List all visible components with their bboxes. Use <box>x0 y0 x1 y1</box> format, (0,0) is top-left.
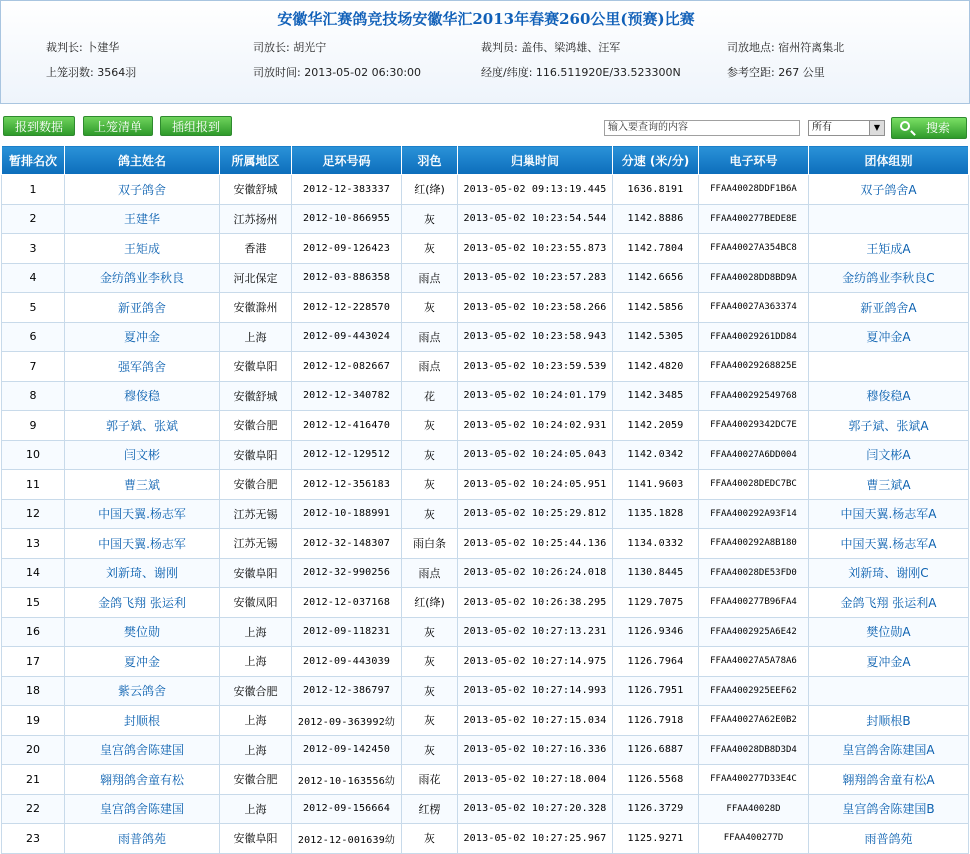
rank-cell: 16 <box>2 617 65 647</box>
ring-cell: 2012-12-383337 <box>292 175 402 205</box>
team-link[interactable]: 封顺根B <box>809 706 969 736</box>
team-link[interactable]: 中国天翼.杨志军A <box>809 529 969 559</box>
rank-cell: 23 <box>2 824 65 854</box>
table-row <box>2 647 969 677</box>
owner-link[interactable]: 封顺根 <box>65 706 220 736</box>
chip-cell: FFAA40028DDF1B6A <box>699 175 809 205</box>
table-row <box>2 411 969 441</box>
color-cell: 灰 <box>402 676 458 706</box>
team-link[interactable]: 穆俊稳A <box>809 381 969 411</box>
ring-cell: 2012-12-037168 <box>292 588 402 618</box>
chip-cell: FFAA40029342DC7E <box>699 411 809 441</box>
coordinates: 经度/纬度: 116.511920E/33.523300N <box>481 66 681 79</box>
speed-cell: 1142.2059 <box>613 411 699 441</box>
arrival-cell: 2013-05-02 10:24:05.043 <box>458 440 613 470</box>
table-row <box>2 706 969 736</box>
color-cell: 雨点 <box>402 322 458 352</box>
table-row <box>2 204 969 234</box>
color-cell: 红(绛) <box>402 588 458 618</box>
chip-cell: FFAA40029261DD84 <box>699 322 809 352</box>
owner-link[interactable]: 双子鸽舍 <box>65 175 220 205</box>
team-link[interactable]: 闫文彬A <box>809 440 969 470</box>
color-cell: 花 <box>402 381 458 411</box>
ring-cell: 2012-09-443039 <box>292 647 402 677</box>
rank-cell: 19 <box>2 706 65 736</box>
team-link[interactable]: 刘新琦、谢刚C <box>809 558 969 588</box>
chip-cell: FFAA40027A354BC8 <box>699 234 809 264</box>
chip-cell: FFAA400277BEDE8E <box>699 204 809 234</box>
chip-cell: FFAA400292A93F14 <box>699 499 809 529</box>
owner-link[interactable]: 紫云鸽舍 <box>65 676 220 706</box>
ring-cell: 2012-03-886358 <box>292 263 402 293</box>
owner-link[interactable]: 强军鸽舍 <box>65 352 220 382</box>
speed-cell: 1129.7075 <box>613 588 699 618</box>
speed-cell: 1142.6656 <box>613 263 699 293</box>
scope-value: 所有 <box>812 122 832 133</box>
color-cell: 灰 <box>402 411 458 441</box>
team-link[interactable]: 金纺鸽业李秋良C <box>809 263 969 293</box>
team-link[interactable]: 樊位勋A <box>809 617 969 647</box>
region-cell: 上海 <box>220 617 292 647</box>
owner-link[interactable]: 夏冲金 <box>65 322 220 352</box>
speed-cell: 1142.5856 <box>613 293 699 323</box>
color-cell: 红楞 <box>402 794 458 824</box>
chip-cell: FFAA40027A62E0B2 <box>699 706 809 736</box>
table-row <box>2 293 969 323</box>
table-row <box>2 352 969 382</box>
table-row <box>2 765 969 795</box>
speed-cell: 1126.6887 <box>613 735 699 765</box>
team-link[interactable]: 皇宫鸽舍陈建国B <box>809 794 969 824</box>
rank-cell: 18 <box>2 676 65 706</box>
chip-cell: FFAA400277D33E4C <box>699 765 809 795</box>
page-title: 安徽华汇赛鸽竞技场安徽华汇2013年春赛260公里(预赛)比赛 <box>277 10 695 28</box>
rank-cell: 21 <box>2 765 65 795</box>
owner-link[interactable]: 雨普鸽苑 <box>65 824 220 854</box>
scope-select[interactable] <box>808 120 885 136</box>
table-row <box>2 824 969 854</box>
rank-cell: 5 <box>2 293 65 323</box>
team-link[interactable]: 夏冲金A <box>809 647 969 677</box>
table-row <box>2 175 969 205</box>
team-link[interactable]: 金鸽飞翔 张运利A <box>809 588 969 618</box>
rank-cell: 15 <box>2 588 65 618</box>
rank-cell: 7 <box>2 352 65 382</box>
speed-cell: 1126.3729 <box>613 794 699 824</box>
search-icon <box>900 121 910 131</box>
table-row <box>2 470 969 500</box>
arrival-cell: 2013-05-02 10:23:54.544 <box>458 204 613 234</box>
arrival-cell: 2013-05-02 10:23:58.943 <box>458 322 613 352</box>
region-cell: 安徽阜阳 <box>220 352 292 382</box>
region-cell: 安徽合肥 <box>220 765 292 795</box>
speed-cell: 1636.8191 <box>613 175 699 205</box>
chip-cell: FFAA400292A8B180 <box>699 529 809 559</box>
rank-cell: 8 <box>2 381 65 411</box>
chip-cell: FFAA40028DD8BD9A <box>699 263 809 293</box>
team-link[interactable]: 王矩成A <box>809 234 969 264</box>
rank-cell: 11 <box>2 470 65 500</box>
rank-cell: 14 <box>2 558 65 588</box>
speed-cell: 1141.9603 <box>613 470 699 500</box>
search-button-label: 搜索 <box>926 121 951 135</box>
reference-distance: 参考空距: 267 公里 <box>727 66 825 79</box>
color-cell: 灰 <box>402 470 458 500</box>
region-cell: 安徽阜阳 <box>220 440 292 470</box>
owner-link[interactable]: 曹三斌 <box>65 470 220 500</box>
group-report-button[interactable]: 插组报到 <box>160 116 232 136</box>
ring-cell: 2012-12-228570 <box>292 293 402 323</box>
region-cell: 江苏扬州 <box>220 204 292 234</box>
owner-link[interactable]: 夏冲金 <box>65 647 220 677</box>
arrival-cell: 2013-05-02 10:27:13.231 <box>458 617 613 647</box>
arrival-cell: 2013-05-02 10:24:02.931 <box>458 411 613 441</box>
arrival-cell: 2013-05-02 10:27:18.004 <box>458 765 613 795</box>
chip-cell: FFAA4002925A6E42 <box>699 617 809 647</box>
team-link[interactable]: 曹三斌A <box>809 470 969 500</box>
rank-cell: 6 <box>2 322 65 352</box>
team-link[interactable] <box>809 204 969 234</box>
region-cell: 安徽合肥 <box>220 470 292 500</box>
color-cell: 红(绛) <box>402 175 458 205</box>
ring-cell: 2012-12-416470 <box>292 411 402 441</box>
search-button[interactable] <box>891 117 967 139</box>
owner-link[interactable]: 王建华 <box>65 204 220 234</box>
arrival-cell: 2013-05-02 10:24:01.179 <box>458 381 613 411</box>
chip-cell: FFAA40027A363374 <box>699 293 809 323</box>
arrival-cell: 2013-05-02 10:23:59.539 <box>458 352 613 382</box>
arrival-cell: 2013-05-02 10:25:29.812 <box>458 499 613 529</box>
region-cell: 安徽合肥 <box>220 411 292 441</box>
ring-cell: 2012-10-188991 <box>292 499 402 529</box>
speed-cell: 1126.7918 <box>613 706 699 736</box>
region-cell: 安徽舒城 <box>220 381 292 411</box>
chief-referee: 裁判长: 卜建华 <box>46 41 120 54</box>
color-cell: 灰 <box>402 440 458 470</box>
speed-cell: 1142.0342 <box>613 440 699 470</box>
speed-cell: 1142.8886 <box>613 204 699 234</box>
arrival-cell: 2013-05-02 10:27:15.034 <box>458 706 613 736</box>
region-cell: 上海 <box>220 322 292 352</box>
ring-cell: 2012-09-443024 <box>292 322 402 352</box>
speed-cell: 1130.8445 <box>613 558 699 588</box>
table-row <box>2 440 969 470</box>
team-link[interactable] <box>809 676 969 706</box>
speed-cell: 1135.1828 <box>613 499 699 529</box>
speed-cell: 1125.9271 <box>613 824 699 854</box>
speed-cell: 1126.7951 <box>613 676 699 706</box>
ring-cell: 2012-10-163556幼 <box>292 765 402 795</box>
referees: 裁判员: 盖伟、梁鸿雄、汪军 <box>481 41 621 54</box>
owner-link[interactable]: 中国天翼.杨志军 <box>65 529 220 559</box>
results-table <box>1 145 969 854</box>
owner-link[interactable]: 皇宫鸽舍陈建国 <box>65 794 220 824</box>
rank-cell: 4 <box>2 263 65 293</box>
color-cell: 灰 <box>402 647 458 677</box>
owner-link[interactable]: 樊位勋 <box>65 617 220 647</box>
ring-cell: 2012-09-156664 <box>292 794 402 824</box>
col-region[interactable]: 所属地区 <box>220 146 292 175</box>
color-cell: 灰 <box>402 204 458 234</box>
region-cell: 香港 <box>220 234 292 264</box>
arrival-cell: 2013-05-02 10:26:24.018 <box>458 558 613 588</box>
table-row <box>2 676 969 706</box>
color-cell: 灰 <box>402 824 458 854</box>
color-cell: 雨点 <box>402 558 458 588</box>
region-cell: 上海 <box>220 706 292 736</box>
ring-cell: 2012-32-990256 <box>292 558 402 588</box>
color-cell: 灰 <box>402 293 458 323</box>
speed-cell: 1142.5305 <box>613 322 699 352</box>
color-cell: 灰 <box>402 617 458 647</box>
speed-cell: 1126.7964 <box>613 647 699 677</box>
region-cell: 安徽凤阳 <box>220 588 292 618</box>
toolbar <box>0 112 970 142</box>
rank-cell: 20 <box>2 735 65 765</box>
chip-cell: FFAA400277D <box>699 824 809 854</box>
region-cell: 安徽滁州 <box>220 293 292 323</box>
release-chief: 司放长: 胡光宁 <box>253 41 327 54</box>
arrival-cell: 2013-05-02 10:26:38.295 <box>458 588 613 618</box>
owner-link[interactable]: 闫文彬 <box>65 440 220 470</box>
col-rank[interactable]: 暂排名次 <box>2 146 65 175</box>
ring-cell: 2012-12-129512 <box>292 440 402 470</box>
team-link[interactable]: 夏冲金A <box>809 322 969 352</box>
table-row <box>2 617 969 647</box>
rank-cell: 10 <box>2 440 65 470</box>
col-chip[interactable]: 电子环号 <box>699 146 809 175</box>
chip-cell: FFAA4002925EEF62 <box>699 676 809 706</box>
region-cell: 江苏无锡 <box>220 499 292 529</box>
table-row <box>2 263 969 293</box>
table-row <box>2 735 969 765</box>
col-color[interactable]: 羽色 <box>402 146 458 175</box>
ring-cell: 2012-09-142450 <box>292 735 402 765</box>
basket-list-button[interactable]: 上笼清单 <box>83 116 153 136</box>
color-cell: 雨点 <box>402 263 458 293</box>
arrival-cell: 2013-05-02 09:13:19.445 <box>458 175 613 205</box>
owner-link[interactable]: 翱翔鸽舍童有松 <box>65 765 220 795</box>
release-time: 司放时间: 2013-05-02 06:30:00 <box>253 66 422 79</box>
team-link[interactable]: 雨普鸽苑 <box>809 824 969 854</box>
speed-cell: 1142.4820 <box>613 352 699 382</box>
owner-link[interactable]: 金纺鸽业李秋良 <box>65 263 220 293</box>
ring-cell: 2012-12-340782 <box>292 381 402 411</box>
speed-cell: 1142.3485 <box>613 381 699 411</box>
ring-cell: 2012-09-118231 <box>292 617 402 647</box>
team-link[interactable]: 翱翔鸽舍童有松A <box>809 765 969 795</box>
region-cell: 江苏无锡 <box>220 529 292 559</box>
col-owner[interactable]: 鸽主姓名 <box>65 146 220 175</box>
table-row <box>2 322 969 352</box>
arrival-cell: 2013-05-02 10:23:58.266 <box>458 293 613 323</box>
chip-cell: FFAA400292549768 <box>699 381 809 411</box>
team-link[interactable]: 新亚鸽舍A <box>809 293 969 323</box>
owner-link[interactable]: 金鸽飞翔 张运利 <box>65 588 220 618</box>
table-row <box>2 588 969 618</box>
owner-link[interactable]: 刘新琦、谢刚 <box>65 558 220 588</box>
owner-link[interactable]: 穆俊稳 <box>65 381 220 411</box>
table-header-row <box>2 146 969 175</box>
arrival-cell: 2013-05-02 10:25:44.136 <box>458 529 613 559</box>
chip-cell: FFAA40028D <box>699 794 809 824</box>
region-cell: 安徽合肥 <box>220 676 292 706</box>
owner-link[interactable]: 郭子斌、张斌 <box>65 411 220 441</box>
speed-cell: 1126.5568 <box>613 765 699 795</box>
table-row <box>2 381 969 411</box>
ring-cell: 2012-09-363992幼 <box>292 706 402 736</box>
color-cell: 雨白条 <box>402 529 458 559</box>
chevron-down-icon[interactable]: ▼ <box>869 121 884 135</box>
team-link[interactable]: 中国天翼.杨志军A <box>809 499 969 529</box>
rank-cell: 13 <box>2 529 65 559</box>
table-row <box>2 558 969 588</box>
ring-cell: 2012-12-082667 <box>292 352 402 382</box>
owner-link[interactable]: 新亚鸽舍 <box>65 293 220 323</box>
chip-cell: FFAA40029268825E <box>699 352 809 382</box>
color-cell: 灰 <box>402 735 458 765</box>
chip-cell: FFAA400277B96FA4 <box>699 588 809 618</box>
rank-cell: 22 <box>2 794 65 824</box>
table-body <box>2 175 969 854</box>
owner-link[interactable]: 王矩成 <box>65 234 220 264</box>
region-cell: 安徽阜阳 <box>220 558 292 588</box>
arrival-cell: 2013-05-02 10:27:14.993 <box>458 676 613 706</box>
region-cell: 安徽舒城 <box>220 175 292 205</box>
pigeon-count: 上笼羽数: 3564羽 <box>46 66 137 79</box>
ring-cell: 2012-32-148307 <box>292 529 402 559</box>
color-cell: 灰 <box>402 499 458 529</box>
speed-cell: 1134.0332 <box>613 529 699 559</box>
col-speed[interactable]: 分速 (米/分) <box>613 146 699 175</box>
color-cell: 灰 <box>402 706 458 736</box>
rank-cell: 1 <box>2 175 65 205</box>
arrival-cell: 2013-05-02 10:27:16.336 <box>458 735 613 765</box>
table-row <box>2 499 969 529</box>
table-row <box>2 529 969 559</box>
owner-link[interactable]: 中国天翼.杨志军 <box>65 499 220 529</box>
team-link[interactable]: 双子鸽舍A <box>809 175 969 205</box>
team-link[interactable] <box>809 352 969 382</box>
release-location: 司放地点: 宿州符离集北 <box>727 41 845 54</box>
rank-cell: 2 <box>2 204 65 234</box>
color-cell: 灰 <box>402 234 458 264</box>
chip-cell: FFAA40028DE53FD0 <box>699 558 809 588</box>
arrival-cell: 2013-05-02 10:27:20.328 <box>458 794 613 824</box>
chip-cell: FFAA40027A5A78A6 <box>699 647 809 677</box>
team-link[interactable]: 郭子斌、张斌A <box>809 411 969 441</box>
ring-cell: 2012-12-001639幼 <box>292 824 402 854</box>
arrival-cell: 2013-05-02 10:24:05.951 <box>458 470 613 500</box>
speed-cell: 1142.7804 <box>613 234 699 264</box>
arrival-cell: 2013-05-02 10:23:57.283 <box>458 263 613 293</box>
rank-cell: 17 <box>2 647 65 677</box>
team-link[interactable]: 皇宫鸽舍陈建国A <box>809 735 969 765</box>
region-cell: 上海 <box>220 735 292 765</box>
chip-cell: FFAA40027A6DD004 <box>699 440 809 470</box>
arrival-cell: 2013-05-02 10:27:14.975 <box>458 647 613 677</box>
chip-cell: FFAA40028DB8D3D4 <box>699 735 809 765</box>
ring-cell: 2012-12-386797 <box>292 676 402 706</box>
col-arrival[interactable]: 归巢时间 <box>458 146 613 175</box>
color-cell: 雨花 <box>402 765 458 795</box>
region-cell: 河北保定 <box>220 263 292 293</box>
search-input[interactable]: 输入要查询的内容 <box>604 120 800 136</box>
col-ring[interactable]: 足环号码 <box>292 146 402 175</box>
rank-cell: 3 <box>2 234 65 264</box>
region-cell: 上海 <box>220 647 292 677</box>
color-cell: 雨点 <box>402 352 458 382</box>
race-info-header <box>0 0 970 104</box>
arrival-cell: 2013-05-02 10:23:55.873 <box>458 234 613 264</box>
table-row <box>2 794 969 824</box>
ring-cell: 2012-10-866955 <box>292 204 402 234</box>
owner-link[interactable]: 皇宫鸽舍陈建国 <box>65 735 220 765</box>
report-data-button[interactable]: 报到数据 <box>3 116 75 136</box>
table-row <box>2 234 969 264</box>
speed-cell: 1126.9346 <box>613 617 699 647</box>
ring-cell: 2012-09-126423 <box>292 234 402 264</box>
chip-cell: FFAA40028DEDC7BC <box>699 470 809 500</box>
col-team[interactable]: 团体组别 <box>809 146 969 175</box>
arrival-cell: 2013-05-02 10:27:25.967 <box>458 824 613 854</box>
rank-cell: 9 <box>2 411 65 441</box>
rank-cell: 12 <box>2 499 65 529</box>
ring-cell: 2012-12-356183 <box>292 470 402 500</box>
region-cell: 上海 <box>220 794 292 824</box>
region-cell: 安徽阜阳 <box>220 824 292 854</box>
